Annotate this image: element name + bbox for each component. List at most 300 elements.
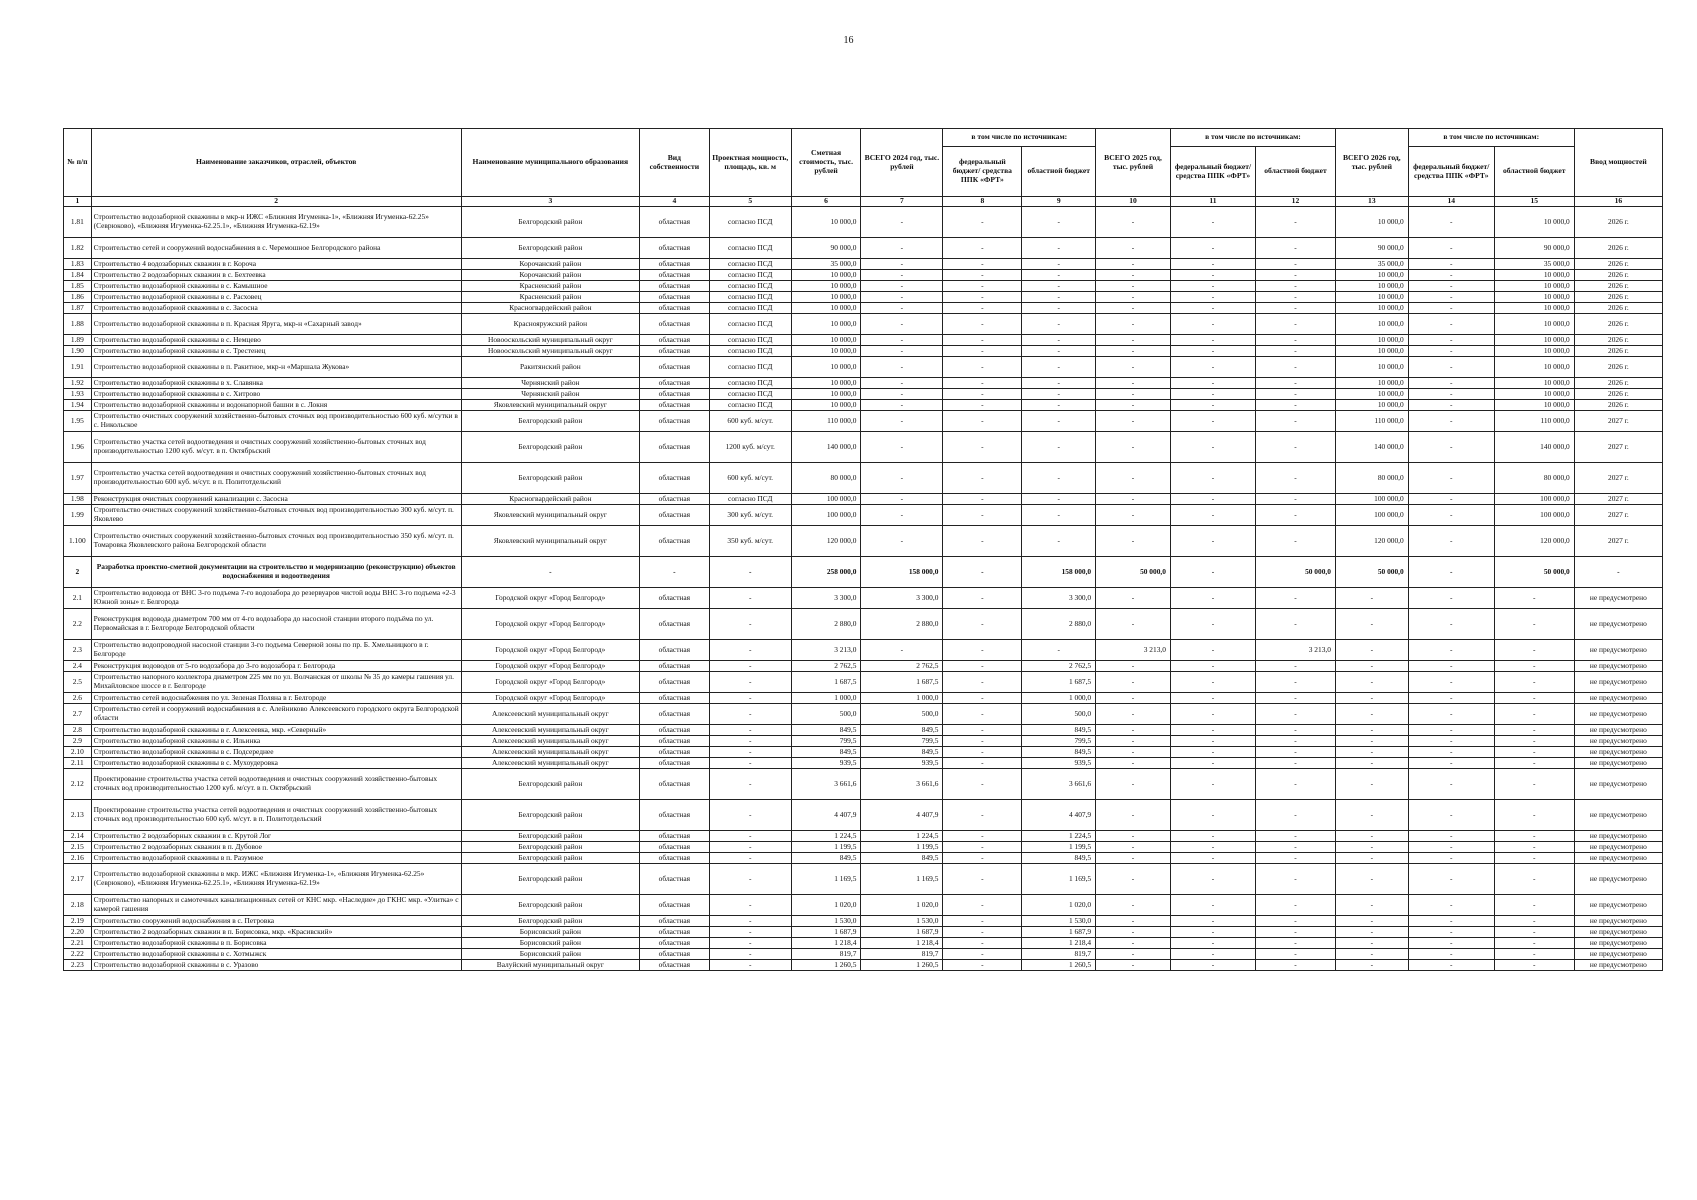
regional-2025-cell: - [1256,346,1336,357]
column-number: 11 [1170,197,1255,207]
federal-2024-cell: - [943,927,1022,938]
capacity-cell: - [709,557,791,588]
ownership-cell: областная [640,640,710,661]
regional-2024-cell: - [1022,259,1096,270]
total-2025-cell: - [1096,916,1171,927]
table-row [64,725,1663,736]
object-name-cell: Строительство сетей и сооружений водоснабжения в с. Черемошное Белгородского района [91,238,461,259]
federal-2024-cell: - [943,895,1022,916]
total-2025-cell: - [1096,378,1171,389]
regional-2024-cell: - [1022,357,1096,378]
total-2026-cell: - [1335,588,1408,609]
regional-2026-cell: - [1494,842,1574,853]
federal-2026-cell: - [1408,270,1494,281]
ownership-cell: областная [640,693,710,704]
header-total-2026: ВСЕГО 2026 год, тыс. рублей [1335,129,1408,197]
row-number-cell: 1.82 [64,238,92,259]
object-name-cell: Строительство водовода от ВНС 3-го подъема 7-го водозабора до резервуаров чистой воды ВНС 3-го подъема «2-3 Южной зоны» г. Белгорода [91,588,461,609]
row-number-cell: 2.23 [64,960,92,971]
ownership-cell: областная [640,725,710,736]
total-2024-cell: 2 762,5 [861,661,943,672]
row-number-cell: 2.21 [64,938,92,949]
total-2025-cell: - [1096,432,1171,463]
municipality-cell: Борисовский район [461,949,639,960]
total-2025-cell: - [1096,259,1171,270]
row-number-cell: 2.13 [64,800,92,831]
federal-2024-cell: - [943,411,1022,432]
total-2025-cell: - [1096,526,1171,557]
regional-2024-cell: - [1022,411,1096,432]
total-2026-cell: 100 000,0 [1335,494,1408,505]
capacity-cell: - [709,916,791,927]
total-2024-cell: - [861,463,943,494]
total-2025-cell: - [1096,357,1171,378]
regional-2026-cell: - [1494,725,1574,736]
capacity-cell: согласно ПСД [709,357,791,378]
federal-2024-cell: - [943,831,1022,842]
header-sources-2024: в том числе по источникам: [943,129,1096,147]
federal-2024-cell: - [943,747,1022,758]
total-2024-cell: 2 880,0 [861,609,943,640]
table-row [64,672,1663,693]
municipality-cell: Белгородский район [461,800,639,831]
total-2026-cell: 110 000,0 [1335,411,1408,432]
commissioning-cell: 2026 г. [1574,207,1662,238]
total-2024-cell: 1 687,5 [861,672,943,693]
federal-2026-cell: - [1408,346,1494,357]
table-row [64,463,1663,494]
total-2025-cell: - [1096,609,1171,640]
regional-2026-cell: 10 000,0 [1494,357,1574,378]
regional-2024-cell: - [1022,463,1096,494]
federal-2024-cell: - [943,270,1022,281]
row-number-cell: 2.10 [64,747,92,758]
table-row [64,259,1663,270]
column-number: 10 [1096,197,1171,207]
table-row [64,314,1663,335]
estimated-cost-cell: 100 000,0 [791,494,861,505]
object-name-cell: Строительство водозаборной скважины в п. Борисовка [91,938,461,949]
federal-2026-cell: - [1408,303,1494,314]
commissioning-cell: не предусмотрено [1574,704,1662,725]
regional-2025-cell: - [1256,704,1336,725]
column-number: 1 [64,197,92,207]
row-number-cell: 1.91 [64,357,92,378]
commissioning-cell: 2026 г. [1574,357,1662,378]
total-2024-cell: - [861,259,943,270]
estimated-cost-cell: 1 169,5 [791,864,861,895]
regional-2026-cell: - [1494,853,1574,864]
federal-2025-cell: - [1170,916,1255,927]
regional-2026-cell: - [1494,704,1574,725]
regional-2024-cell: - [1022,292,1096,303]
federal-2025-cell: - [1170,672,1255,693]
table-row [64,270,1663,281]
regional-2025-cell: - [1256,736,1336,747]
estimated-cost-cell: 1 000,0 [791,693,861,704]
row-number-cell: 2.2 [64,609,92,640]
object-name-cell: Строительство очистных сооружений хозяйственно-бытовых сточных вод производительностью 300 куб. м/сут. п. Яковлево [91,505,461,526]
total-2024-cell: 819,7 [861,949,943,960]
object-name-cell: Строительство сетей водоснабжения по ул. Зеленая Поляна в г. Белгороде [91,693,461,704]
table-row [64,432,1663,463]
federal-2025-cell: - [1170,853,1255,864]
total-2026-cell: - [1335,864,1408,895]
regional-2025-cell: - [1256,758,1336,769]
total-2024-cell: 3 661,6 [861,769,943,800]
ownership-cell: областная [640,672,710,693]
table-row [64,736,1663,747]
municipality-cell: Городской округ «Город Белгород» [461,588,639,609]
estimated-cost-cell: 10 000,0 [791,400,861,411]
estimated-cost-cell: 10 000,0 [791,346,861,357]
regional-2026-cell: - [1494,640,1574,661]
federal-2025-cell: - [1170,831,1255,842]
commissioning-cell: не предусмотрено [1574,800,1662,831]
ownership-cell: областная [640,357,710,378]
total-2024-cell: 1 000,0 [861,693,943,704]
federal-2024-cell: - [943,207,1022,238]
total-2026-cell: - [1335,949,1408,960]
total-2025-cell: - [1096,389,1171,400]
federal-2026-cell: - [1408,864,1494,895]
regional-2026-cell: 10 000,0 [1494,281,1574,292]
capacity-cell: - [709,927,791,938]
total-2024-cell: 500,0 [861,704,943,725]
object-name-cell: Строительство водозаборной скважины в с. Расховец [91,292,461,303]
federal-2026-cell: - [1408,747,1494,758]
estimated-cost-cell: 1 687,9 [791,927,861,938]
municipality-cell: Алексеевский муниципальный округ [461,736,639,747]
regional-2026-cell: 10 000,0 [1494,400,1574,411]
total-2024-cell: 1 530,0 [861,916,943,927]
estimated-cost-cell: 1 224,5 [791,831,861,842]
municipality-cell: Краснояружский район [461,314,639,335]
total-2025-cell: - [1096,505,1171,526]
row-number-cell: 2.17 [64,864,92,895]
regional-2024-cell: 4 407,9 [1022,800,1096,831]
regional-2025-cell: - [1256,725,1336,736]
federal-2026-cell: - [1408,769,1494,800]
federal-2024-cell: - [943,378,1022,389]
regional-2024-cell: - [1022,281,1096,292]
federal-2025-cell: - [1170,725,1255,736]
federal-2026-cell: - [1408,736,1494,747]
total-2025-cell: - [1096,949,1171,960]
regional-2026-cell: - [1494,895,1574,916]
total-2025-cell: - [1096,494,1171,505]
ownership-cell: областная [640,736,710,747]
federal-2025-cell: - [1170,238,1255,259]
federal-2025-cell: - [1170,800,1255,831]
federal-2024-cell: - [943,292,1022,303]
commissioning-cell: не предусмотрено [1574,725,1662,736]
table-row [64,864,1663,895]
total-2025-cell: - [1096,463,1171,494]
object-name-cell: Строительство водозаборной скважины в мкр. ИЖС «Ближняя Игуменка-1», «Ближняя Игуменка-62.25» (Севрюково), «Ближняя Игуменка-62.25.1», «Ближняя Игуменка-62.19» [91,864,461,895]
regional-2026-cell: 10 000,0 [1494,335,1574,346]
total-2025-cell: - [1096,661,1171,672]
federal-2026-cell: - [1408,895,1494,916]
capacity-cell: согласно ПСД [709,303,791,314]
federal-2026-cell: - [1408,238,1494,259]
table-row [64,960,1663,971]
commissioning-cell: не предусмотрено [1574,831,1662,842]
total-2026-cell: - [1335,960,1408,971]
estimated-cost-cell: 10 000,0 [791,314,861,335]
federal-2024-cell: - [943,357,1022,378]
object-name-cell: Строительство водозаборной скважины в с. Хотмыжск [91,949,461,960]
capacity-cell: - [709,661,791,672]
federal-2025-cell: - [1170,378,1255,389]
estimated-cost-cell: 10 000,0 [791,303,861,314]
estimated-cost-cell: 849,5 [791,725,861,736]
federal-2026-cell: - [1408,389,1494,400]
table-header [64,129,1663,207]
total-2025-cell: - [1096,895,1171,916]
row-number-cell: 1.89 [64,335,92,346]
table-row [64,853,1663,864]
ownership-cell: областная [640,960,710,971]
object-name-cell: Строительство участка сетей водоотведения и очистных сооружений хозяйственно-бытовых сточных вод производительностью 600 куб. м/сут. в п. Политотдельский [91,463,461,494]
regional-2024-cell: 3 300,0 [1022,588,1096,609]
regional-2025-cell: - [1256,357,1336,378]
row-number-cell: 2.3 [64,640,92,661]
regional-2026-cell: - [1494,864,1574,895]
header-regional-2024: областной бюджет [1022,147,1096,197]
municipality-cell: Валуйский муниципальный округ [461,960,639,971]
regional-2025-cell: - [1256,938,1336,949]
regional-2025-cell: - [1256,494,1336,505]
object-name-cell: Строительство водозаборной скважины в п. Разумное [91,853,461,864]
object-name-cell: Строительство напорного коллектора диаметром 225 мм по ул. Волчанская от школы № 35 до камеры гашения ул. Михайловское шоссе в г. Белгороде [91,672,461,693]
federal-2026-cell: - [1408,505,1494,526]
federal-2025-cell: - [1170,389,1255,400]
total-2024-cell: - [861,207,943,238]
total-2024-cell: 799,5 [861,736,943,747]
table-row [64,281,1663,292]
capacity-cell: согласно ПСД [709,238,791,259]
regional-2026-cell: 10 000,0 [1494,389,1574,400]
municipality-cell: Красногвардейский район [461,303,639,314]
total-2024-cell: 1 199,5 [861,842,943,853]
row-number-cell: 2.7 [64,704,92,725]
estimated-cost-cell: 90 000,0 [791,238,861,259]
federal-2025-cell: - [1170,357,1255,378]
total-2025-cell: 50 000,0 [1096,557,1171,588]
municipality-cell: Яковлевский муниципальный округ [461,526,639,557]
federal-2025-cell: - [1170,335,1255,346]
ownership-cell: областная [640,927,710,938]
municipality-cell: Красненский район [461,292,639,303]
federal-2024-cell: - [943,725,1022,736]
capacity-cell: 350 куб. м/сут. [709,526,791,557]
regional-2026-cell: - [1494,609,1574,640]
regional-2025-cell: - [1256,303,1336,314]
table-row [64,411,1663,432]
ownership-cell: областная [640,853,710,864]
table-row [64,292,1663,303]
table-row [64,842,1663,853]
regional-2026-cell: 140 000,0 [1494,432,1574,463]
total-2024-cell: 3 300,0 [861,588,943,609]
total-2026-cell: 35 000,0 [1335,259,1408,270]
estimated-cost-cell: 10 000,0 [791,292,861,303]
column-number: 2 [91,197,461,207]
total-2026-cell: 120 000,0 [1335,526,1408,557]
row-number-cell: 1.92 [64,378,92,389]
federal-2024-cell: - [943,672,1022,693]
regional-2026-cell: - [1494,927,1574,938]
ownership-cell: областная [640,303,710,314]
federal-2024-cell: - [943,800,1022,831]
commissioning-cell: не предусмотрено [1574,927,1662,938]
federal-2025-cell: - [1170,346,1255,357]
federal-2026-cell: - [1408,800,1494,831]
commissioning-cell: 2027 г. [1574,494,1662,505]
regional-2025-cell: - [1256,526,1336,557]
federal-2024-cell: - [943,400,1022,411]
header-total-2025: ВСЕГО 2025 год, тыс. рублей [1096,129,1171,197]
regional-2025-cell: - [1256,609,1336,640]
regional-2024-cell: 849,5 [1022,747,1096,758]
total-2026-cell: - [1335,927,1408,938]
municipality-cell: Борисовский район [461,927,639,938]
regional-2025-cell: - [1256,927,1336,938]
regional-2025-cell: - [1256,895,1336,916]
federal-2024-cell: - [943,842,1022,853]
commissioning-cell: 2026 г. [1574,389,1662,400]
total-2026-cell: 10 000,0 [1335,207,1408,238]
regional-2026-cell: 100 000,0 [1494,505,1574,526]
column-number: 15 [1494,197,1574,207]
capacity-cell: - [709,704,791,725]
federal-2025-cell: - [1170,661,1255,672]
object-name-cell: Строительство 4 водозаборных скважин в г. Короча [91,259,461,270]
header-regional-2025: областной бюджет [1256,147,1336,197]
row-number-cell: 1.86 [64,292,92,303]
object-name-cell: Строительство водозаборной скважины в с. Засосна [91,303,461,314]
regional-2026-cell: - [1494,588,1574,609]
total-2026-cell: - [1335,704,1408,725]
federal-2026-cell: - [1408,758,1494,769]
commissioning-cell: не предусмотрено [1574,853,1662,864]
estimated-cost-cell: 10 000,0 [791,335,861,346]
federal-2025-cell: - [1170,259,1255,270]
ownership-cell: областная [640,505,710,526]
federal-2024-cell: - [943,432,1022,463]
capacity-cell: - [709,960,791,971]
federal-2024-cell: - [943,505,1022,526]
commissioning-cell: 2026 г. [1574,314,1662,335]
municipality-cell: Белгородский район [461,831,639,842]
object-name-cell: Строительство 2 водозаборных скважин в с. Бехтеевка [91,270,461,281]
table-row [64,938,1663,949]
object-name-cell: Строительство напорных и самотечных канализационных сетей от КНС мкр. «Наследие» до ГКНС мкр. «Улитка» с камерой гашения [91,895,461,916]
federal-2024-cell: - [943,494,1022,505]
federal-2024-cell: - [943,314,1022,335]
municipality-cell: Белгородский район [461,842,639,853]
estimated-cost-cell: 3 300,0 [791,588,861,609]
object-name-cell: Строительство сетей и сооружений водоснабжения в с. Алейниково Алексеевского городского округа Белгородской области [91,704,461,725]
federal-2025-cell: - [1170,949,1255,960]
municipality-cell: Ракитянский район [461,357,639,378]
capacity-cell: - [709,747,791,758]
regional-2024-cell: 939,5 [1022,758,1096,769]
total-2024-cell: - [861,303,943,314]
federal-2025-cell: - [1170,505,1255,526]
estimated-cost-cell: 3 661,6 [791,769,861,800]
regional-2026-cell: - [1494,747,1574,758]
total-2026-cell: - [1335,831,1408,842]
total-2025-cell: - [1096,769,1171,800]
header-federal-2026: федеральный бюджет/ средства ППК «ФРТ» [1408,147,1494,197]
commissioning-cell: не предусмотрено [1574,661,1662,672]
commissioning-cell: 2027 г. [1574,526,1662,557]
federal-2024-cell: - [943,960,1022,971]
federal-2025-cell: - [1170,303,1255,314]
row-number-cell: 1.98 [64,494,92,505]
federal-2026-cell: - [1408,557,1494,588]
regional-2025-cell: - [1256,853,1336,864]
regional-2024-cell: 849,5 [1022,853,1096,864]
ownership-cell: областная [640,281,710,292]
commissioning-cell: 2026 г. [1574,378,1662,389]
total-2025-cell: - [1096,725,1171,736]
total-2025-cell: 3 213,0 [1096,640,1171,661]
regional-2025-cell: - [1256,693,1336,704]
total-2026-cell: - [1335,800,1408,831]
federal-2026-cell: - [1408,672,1494,693]
table-row [64,389,1663,400]
page-number: 16 [843,35,854,46]
ownership-cell: областная [640,463,710,494]
federal-2026-cell: - [1408,704,1494,725]
total-2024-cell: - [861,292,943,303]
federal-2026-cell: - [1408,853,1494,864]
capacity-cell: - [709,736,791,747]
total-2026-cell: 10 000,0 [1335,314,1408,335]
total-2026-cell: 50 000,0 [1335,557,1408,588]
commissioning-cell: 2026 г. [1574,259,1662,270]
regional-2024-cell: - [1022,314,1096,335]
capacity-cell: согласно ПСД [709,378,791,389]
total-2025-cell: - [1096,588,1171,609]
regional-2026-cell: 50 000,0 [1494,557,1574,588]
commissioning-cell: 2027 г. [1574,432,1662,463]
regional-2026-cell: 10 000,0 [1494,270,1574,281]
row-number-cell: 1.84 [64,270,92,281]
capacity-cell: - [709,949,791,960]
municipality-cell: Городской округ «Город Белгород» [461,693,639,704]
commissioning-cell: не предусмотрено [1574,769,1662,800]
total-2026-cell: 10 000,0 [1335,303,1408,314]
municipality-cell: Алексеевский муниципальный округ [461,758,639,769]
municipality-cell: Новооскольский муниципальный округ [461,335,639,346]
municipality-cell: Алексеевский муниципальный округ [461,747,639,758]
federal-2024-cell: - [943,335,1022,346]
federal-2025-cell: - [1170,207,1255,238]
municipality-cell: Белгородский район [461,463,639,494]
capacity-cell: - [709,938,791,949]
regional-2024-cell: - [1022,238,1096,259]
estimated-cost-cell: 500,0 [791,704,861,725]
table-row [64,303,1663,314]
object-name-cell: Строительство водозаборной скважины в с. Камышное [91,281,461,292]
object-name-cell: Строительство водозаборной скважины в с. Мухоудеровка [91,758,461,769]
row-number-cell: 1.81 [64,207,92,238]
table-row [64,831,1663,842]
